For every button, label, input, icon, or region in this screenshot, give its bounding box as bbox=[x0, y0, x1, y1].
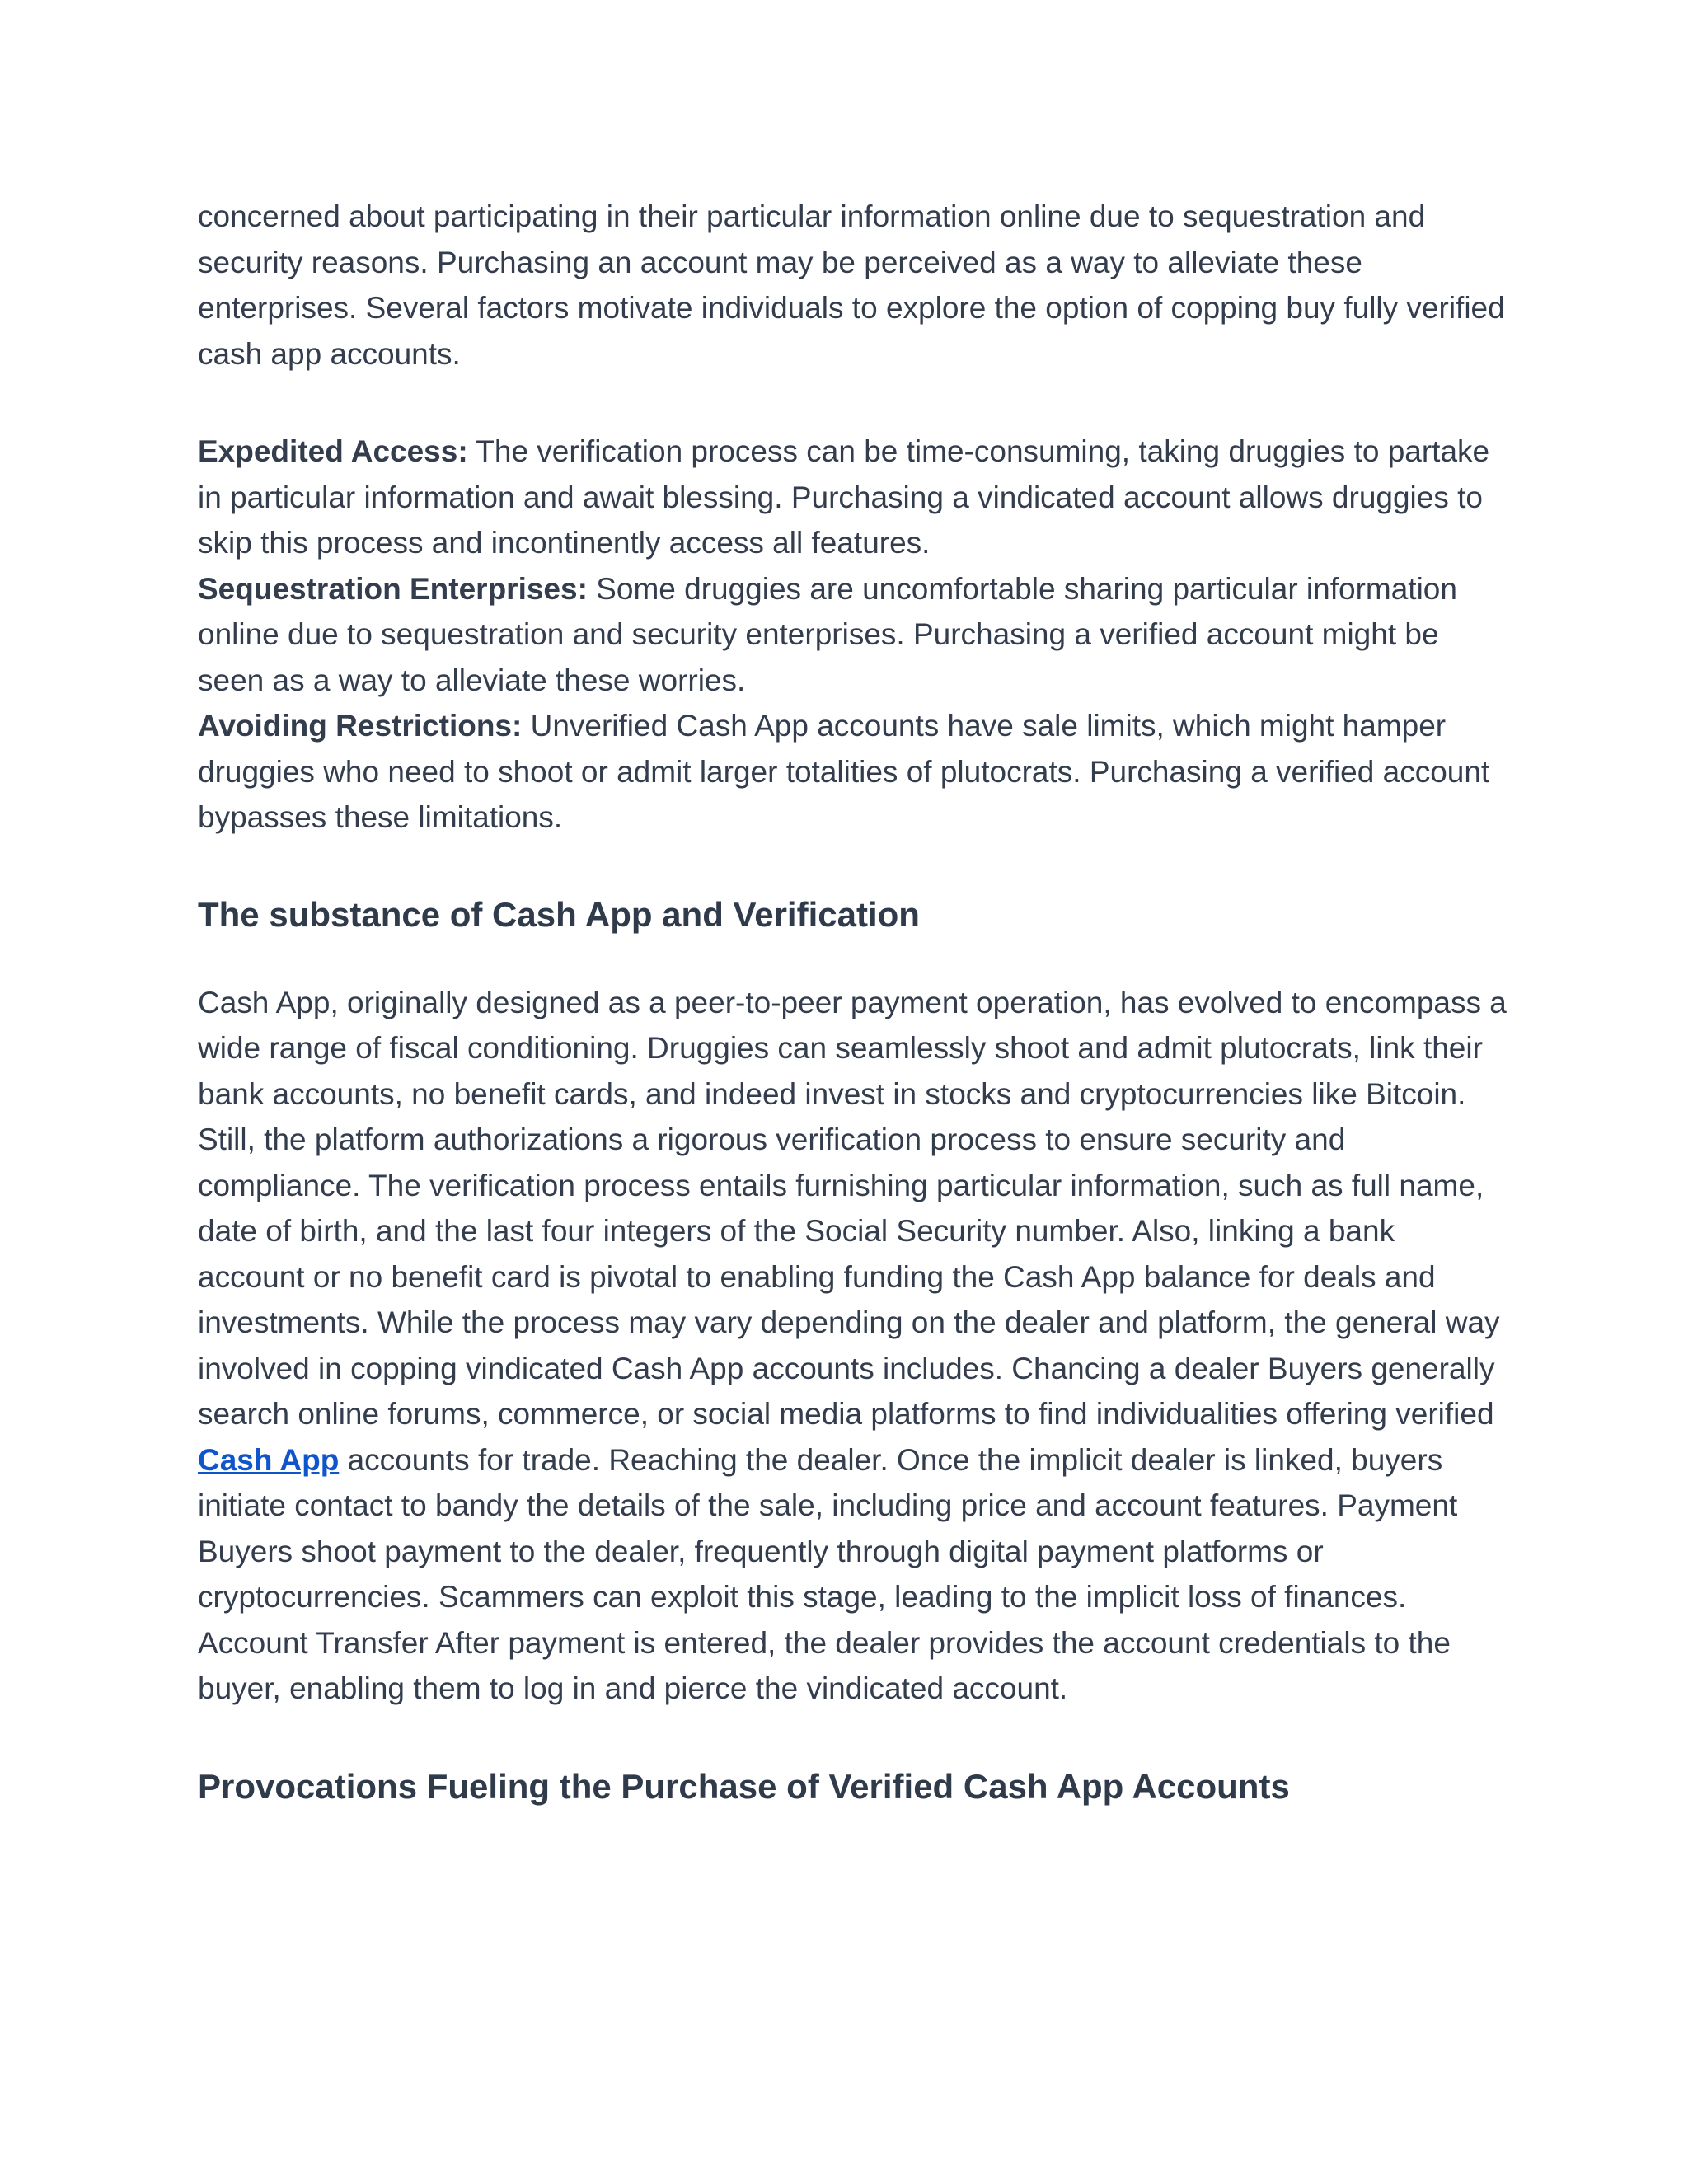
reason-term: Sequestration Enterprises: bbox=[198, 571, 588, 606]
reason-sequestration-enterprises bbox=[198, 566, 1508, 704]
section-paragraph-substance bbox=[198, 980, 1508, 1712]
reason-term: Expedited Access: bbox=[198, 434, 468, 468]
paragraph-text: accounts for trade. Reaching the dealer. Once the implicit dealer is linked, buyers initiate contact to bandy the details of the sale, including price and account features. Payment Buyers shoot payment to the dealer, frequently through digital payment platforms or cryptocurrencies. Scammers can exploit this stage, leading to the implicit loss of finances. Account Transfer After payment is entered, the dealer provides the account credentials to the buyer, enabling them to log in and pierce the vindicated account. bbox=[198, 1442, 1458, 1705]
intro-paragraph: concerned about participating in their particular information online due to sequestration and security reasons. Purchasing an account may be perceived as a way to alleviate these enterprises. Several factors motivate individuals to explore the option of copping buy fully verified cash app accounts. bbox=[198, 199, 1505, 371]
cash-app-link[interactable]: Cash App bbox=[198, 1442, 340, 1477]
reason-expedited-access bbox=[198, 429, 1508, 566]
section-heading-substance: The substance of Cash App and Verification bbox=[198, 894, 920, 934]
reason-text: Some druggies are uncomfortable sharing particular information online due to sequestration and security enterprises. Purchasing a verified account might be seen as a way to alleviate these worries. bbox=[198, 571, 1457, 697]
document-page bbox=[198, 194, 1508, 1811]
reason-text: Unverified Cash App accounts have sale limits, which might hamper druggies who need to shoot or admit larger totalities of plutocrats. Purchasing a verified account bypasses these limitations. bbox=[198, 709, 1490, 834]
reason-term: Avoiding Restrictions: bbox=[198, 709, 523, 743]
reason-text: The verification process can be time-consuming, taking druggies to partake in particular information and await blessing. Purchasing a vindicated account allows druggies to skip this process and incontinently access all features. bbox=[198, 434, 1490, 560]
reason-avoiding-restrictions bbox=[198, 703, 1508, 841]
section-heading-provocations: Provocations Fueling the Purchase of Verified Cash App Accounts bbox=[198, 1766, 1290, 1806]
paragraph-text: Cash App, originally designed as a peer-to-peer payment operation, has evolved to encompass a wide range of fiscal conditioning. Druggies can seamlessly shoot and admit plutocrats, link their bank accounts, no benefit cards, and indeed invest in stocks and cryptocurrencies like Bitcoin. Still, the platform authorizations a rigorous verification process to ensure security and compliance. The verification process entails furnishing particular information, such as full name, date of birth, and the last four integers of the Social Security number. Also, linking a bank account or no benefit card is pivotal to enabling funding the Cash App balance for deals and investments. While the process may vary depending on the dealer and platform, the general way involved in copping vindicated Cash App accounts includes. Chancing a dealer Buyers generally search online forums, commerce, or social media platforms to find individualities offering verified bbox=[198, 985, 1507, 1431]
reasons-list bbox=[198, 429, 1508, 841]
